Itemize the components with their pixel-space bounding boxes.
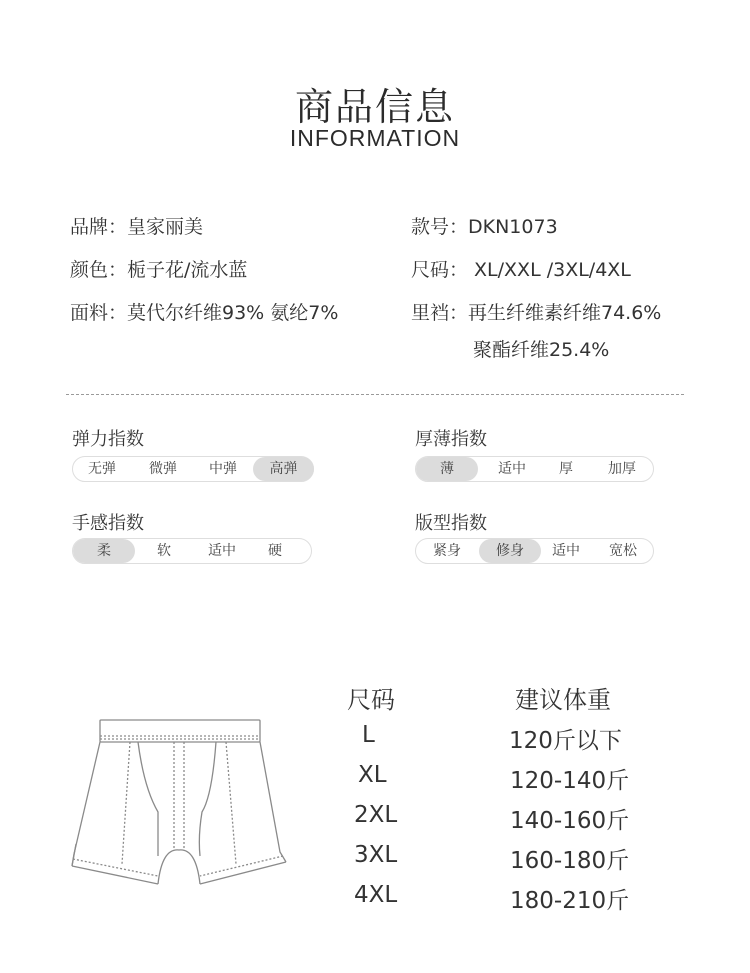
dashed-divider (66, 394, 684, 395)
weight-cell: 140-160斤 (510, 808, 630, 834)
color-info: 颜色：栀子花/流水蓝 (70, 259, 248, 281)
index-option: 适中 (208, 543, 236, 559)
index-scale-fit (415, 538, 654, 564)
size-cell: 4XL (354, 882, 398, 908)
index-option: 紧身 (433, 543, 461, 559)
index-scale-handfeel (72, 538, 312, 564)
weight-header: 建议体重 (515, 686, 611, 714)
size-cell: XL (358, 762, 387, 788)
size-header: 尺码 (347, 686, 395, 714)
index-option-selected: 柔 (73, 539, 135, 563)
index-option: 硬 (268, 543, 282, 559)
page-subtitle: INFORMATION (289, 125, 461, 151)
size-cell: 3XL (354, 842, 398, 868)
page-title: 商品信息 (294, 85, 455, 129)
boxer-briefs-outline-icon (66, 716, 292, 888)
weight-cell: 180-210斤 (510, 888, 630, 914)
index-option: 无弹 (88, 461, 116, 477)
index-option-selected: 修身 (479, 539, 541, 563)
index-option: 中弹 (209, 461, 237, 477)
index-label-fit: 版型指数 (415, 513, 487, 534)
index-scale-elasticity (72, 456, 314, 482)
index-option: 加厚 (608, 461, 636, 477)
index-option: 宽松 (609, 543, 637, 559)
index-label-handfeel: 手感指数 (72, 513, 144, 534)
index-option-selected: 薄 (416, 457, 478, 481)
weight-cell: 120-140斤 (510, 768, 630, 794)
index-label-thickness: 厚薄指数 (415, 429, 487, 450)
size-cell: L (362, 722, 375, 748)
index-option: 适中 (498, 461, 526, 477)
index-scale-thickness (415, 456, 654, 482)
index-label-elasticity: 弹力指数 (72, 429, 144, 450)
model-info: 款号：DKN1073 (411, 216, 558, 238)
weight-cell: 120斤以下 (509, 728, 622, 754)
size-info: 尺码： XL/XXL /3XL/4XL (411, 259, 631, 281)
lining-info: 里裆：再生纤维素纤维74.6% (411, 302, 662, 324)
fabric-info: 面料：莫代尔纤维93% 氨纶7% (70, 302, 339, 324)
index-option: 适中 (552, 543, 580, 559)
size-cell: 2XL (354, 802, 398, 828)
index-option: 微弹 (149, 461, 177, 477)
weight-cell: 160-180斤 (510, 848, 630, 874)
brand-info: 品牌：皇家丽美 (70, 216, 204, 238)
index-option: 软 (157, 543, 171, 559)
lining-info-continued: 聚酯纤维25.4% (473, 339, 610, 361)
index-option-selected: 高弹 (253, 457, 314, 481)
index-option: 厚 (559, 461, 573, 477)
